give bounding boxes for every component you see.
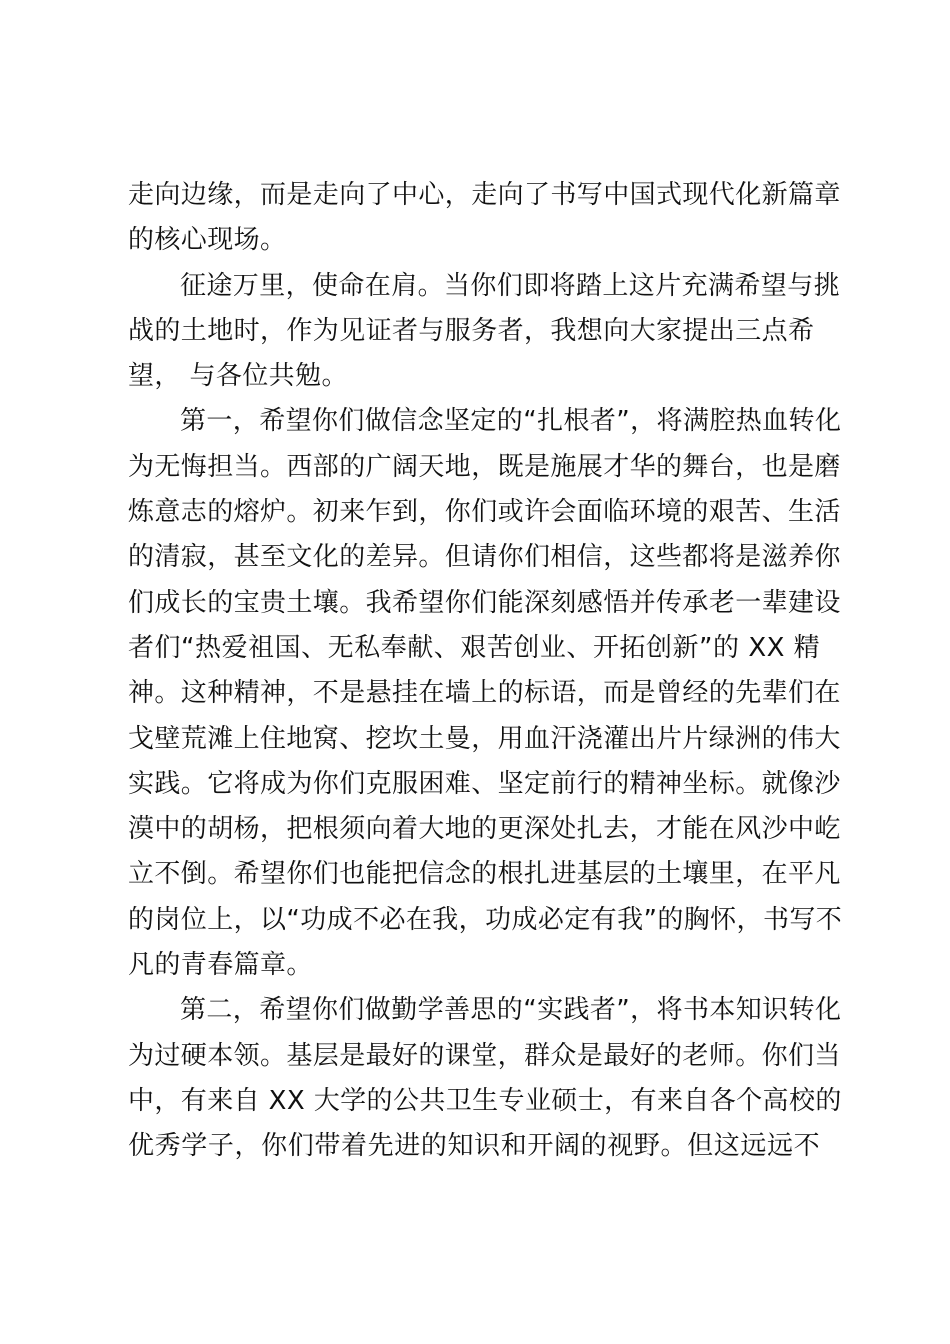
text-line: 者们“热爱祖国、无私奉献、艰苦创业、开拓创新”的 XX 精	[128, 632, 820, 663]
text-line: 立不倒。希望你们也能把信念的根扎进基层的土壤里，在平凡	[128, 859, 841, 890]
text-line: 神。这种精神，不是悬挂在墙上的标语，而是曾经的先辈们在	[128, 678, 841, 709]
text-line: 中，有来自 XX 大学的公共卫生专业硕士，有来自各个高校的	[128, 1085, 842, 1116]
text-line: 望， 与各位共勉。	[128, 361, 348, 392]
text-line: 征途万里，使命在肩。当你们即将踏上这片充满希望与挑	[180, 270, 841, 301]
text-line: 漠中的胡杨，把根须向着大地的更深处扎去，才能在风沙中屹	[128, 814, 841, 845]
text-line: 们成长的宝贵土壤。我希望你们能深刻感悟并传承老一辈建设	[128, 587, 841, 618]
text-line: 走向边缘，而是走向了中心，走向了书写中国式现代化新篇章	[128, 180, 841, 210]
text-line: 第二，希望你们做勤学善思的“实践者”，将书本知识转化	[180, 995, 842, 1026]
text-line: 为过硬本领。基层是最好的课堂，群众是最好的老师。你们当	[128, 1040, 841, 1071]
body-text	[128, 173, 843, 1170]
text-line: 为无悔担当。西部的广阔天地，既是施展才华的舞台，也是磨	[128, 451, 841, 482]
text-line: 的岗位上，以“功成不必在我，功成必定有我”的胸怀，书写不	[128, 904, 843, 935]
text-line: 战的土地时，作为见证者与服务者，我想向大家提出三点希	[128, 315, 815, 346]
text-line: 炼意志的熔炉。初来乍到，你们或许会面临环境的艰苦、生活	[128, 497, 841, 528]
text-line: 戈壁荒滩上住地窝、挖坎土曼，用血汗浇灌出片片绿洲的伟大	[128, 723, 841, 754]
text-line: 的清寂，甚至文化的差异。但请你们相信，这些都将是滋养你	[128, 542, 841, 573]
text-line: 实践。它将成为你们克服困难、坚定前行的精神坐标。就像沙	[128, 768, 841, 799]
text-line: 优秀学子，你们带着先进的知识和开阔的视野。但这远远不	[128, 1131, 820, 1162]
text-line: 第一，希望你们做信念坚定的“扎根者”，将满腔热血转化	[180, 406, 842, 437]
text-line: 凡的青春篇章。	[128, 950, 313, 981]
text-line: 的核心现场。	[128, 225, 287, 256]
